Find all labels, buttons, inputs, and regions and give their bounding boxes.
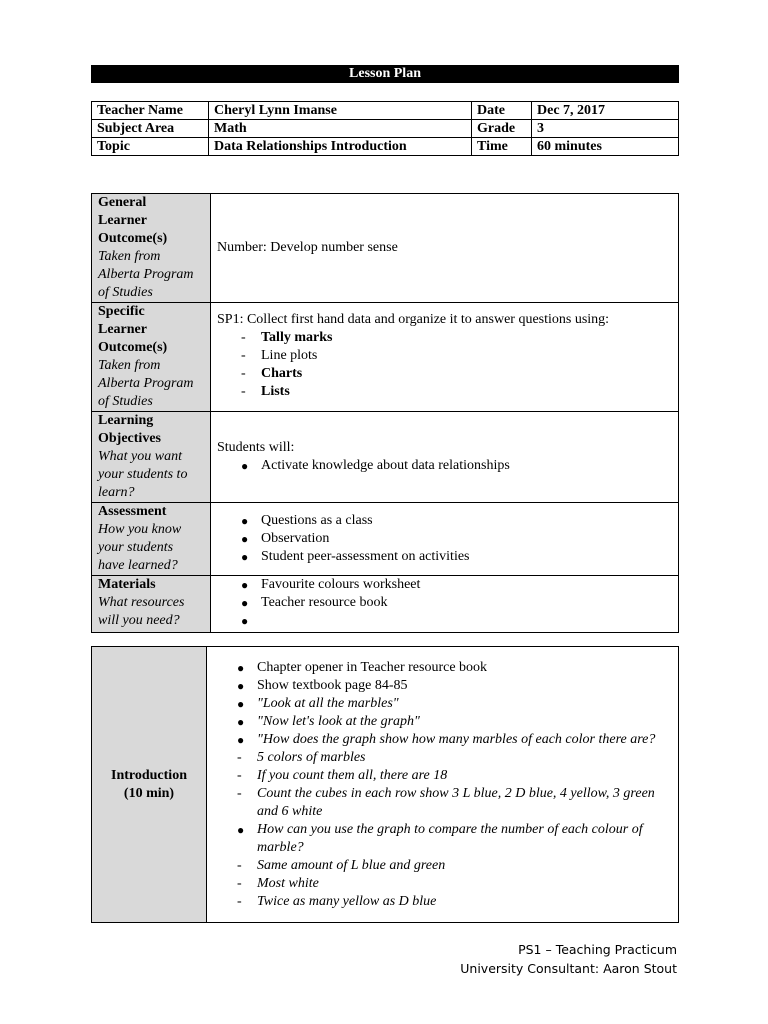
slo-intro: SP1: Collect first hand data and organize it to answer questions using:: [217, 312, 610, 327]
list-item: - Count the cubes in each row show 3 L blue, 2 D blue, 4 yellow, 3 green and 6 white: [237, 785, 655, 819]
objectives-sub-3: learn?: [98, 485, 135, 500]
slo-item-1: Tally marks: [261, 330, 333, 345]
table-row: [92, 412, 679, 503]
list-item: ● "How does the graph show how many marbles of each color there are?: [237, 731, 656, 747]
slo-list: [217, 329, 672, 401]
table-row: [92, 303, 679, 412]
introduction-label-2: (10 min): [123, 785, 175, 801]
slo-head-2: Learner: [98, 322, 147, 337]
time-value: 60 minutes: [532, 138, 679, 156]
assessment-sub-1: How you know: [98, 522, 182, 537]
assessment-item-1: Questions as a class: [261, 513, 373, 528]
list-item: ● Questions as a class: [241, 513, 373, 528]
table-row: [92, 102, 679, 120]
topic-label: Topic: [92, 138, 209, 156]
intro-item-4: "Now let's look at the graph": [257, 713, 420, 729]
slo-sub-2: Alberta Program: [98, 376, 194, 391]
slo-content: [211, 303, 679, 412]
introduction-list: [213, 659, 672, 911]
table-row: [92, 138, 679, 156]
list-item: - Charts: [241, 366, 303, 381]
teacher-label: Teacher Name: [92, 102, 209, 120]
objectives-sub-1: What you want: [98, 449, 182, 464]
intro-item-5: "How does the graph show how many marbles of each color there are?: [257, 731, 656, 747]
objectives-list: [217, 457, 672, 475]
outcomes-table: [91, 193, 679, 633]
grade-label: Grade: [472, 120, 532, 138]
intro-item-11: Most white: [257, 875, 319, 891]
list-item: - Tally marks: [241, 330, 333, 345]
list-item: ● Teacher resource book: [241, 595, 388, 610]
table-row: [92, 647, 679, 923]
list-item: ● Student peer-assessment on activities: [241, 549, 470, 564]
materials-label: [92, 576, 211, 633]
objectives-intro: Students will:: [217, 440, 295, 455]
slo-item-2: Line plots: [261, 348, 318, 363]
list-item: - Most white: [237, 875, 319, 891]
intro-item-10: Same amount of L blue and green: [257, 857, 446, 873]
glo-sub-1: Taken from: [98, 249, 161, 264]
list-item: - 5 colors of marbles: [237, 749, 366, 765]
date-value: Dec 7, 2017: [532, 102, 679, 120]
materials-item-1: Favourite colours worksheet: [261, 577, 421, 592]
topic-value: Data Relationships Introduction: [209, 138, 472, 156]
introduction-table: [91, 646, 679, 923]
subject-value: Math: [209, 120, 472, 138]
glo-label: [92, 194, 211, 303]
slo-head-1: Specific: [98, 304, 145, 319]
assessment-head-1: Assessment: [98, 504, 167, 519]
objectives-item-1: Activate knowledge about data relationships: [261, 458, 510, 473]
slo-sub-3: of Studies: [98, 394, 153, 409]
assessment-sub-2: your students: [98, 540, 174, 555]
list-item: ● Chapter opener in Teacher resource book: [237, 659, 488, 675]
lesson-info-table: [91, 101, 679, 156]
list-item: ● Observation: [241, 531, 330, 546]
list-item: - If you count them all, there are 18: [237, 767, 448, 783]
list-item: ● "Look at all the marbles": [237, 695, 399, 711]
list-item: ● Show textbook page 84-85: [237, 677, 408, 693]
table-row: [92, 503, 679, 576]
glo-content: [211, 194, 679, 303]
list-item: ● Activate knowledge about data relationships: [241, 458, 510, 473]
page-footer: [460, 940, 677, 978]
intro-item-9: How can you use the graph to compare the number of each colour of marble?: [257, 821, 643, 855]
list-item: - Lists: [241, 384, 290, 399]
list-item: ● How can you use the graph to compare the number of each colour of marble?: [237, 821, 643, 855]
list-item: - Twice as many yellow as D blue: [237, 893, 437, 909]
slo-label: [92, 303, 211, 412]
date-label: Date: [472, 102, 532, 120]
glo-text: Number: Develop number sense: [217, 240, 398, 255]
intro-item-2: Show textbook page 84-85: [257, 677, 408, 693]
intro-item-7: If you count them all, there are 18: [257, 767, 448, 783]
list-item: ● Favourite colours worksheet: [241, 577, 421, 592]
objectives-head-1: Learning: [98, 413, 154, 428]
assessment-list: [217, 512, 672, 566]
slo-item-3: Charts: [261, 366, 303, 381]
table-row: [92, 194, 679, 303]
glo-head-2: Learner: [98, 213, 147, 228]
glo-sub-2: Alberta Program: [98, 267, 194, 282]
list-item: - Same amount of L blue and green: [237, 857, 446, 873]
footer-consultant: University Consultant: Aaron Stout: [460, 961, 677, 976]
list-item: ● "Now let's look at the graph": [237, 713, 420, 729]
objectives-content: [211, 412, 679, 503]
list-item: - Line plots: [241, 348, 318, 363]
materials-item-2: Teacher resource book: [261, 595, 388, 610]
footer-course: PS1 – Teaching Practicum: [518, 942, 677, 957]
time-label: Time: [472, 138, 532, 156]
materials-head-1: Materials: [98, 577, 156, 592]
introduction-content: [207, 647, 679, 923]
assessment-label: [92, 503, 211, 576]
materials-sub-2: will you need?: [98, 613, 180, 628]
intro-item-8: Count the cubes in each row show 3 L blue, 2 D blue, 4 yellow, 3 green and 6 white: [257, 785, 655, 819]
intro-item-6: 5 colors of marbles: [257, 749, 366, 765]
intro-item-3: "Look at all the marbles": [257, 695, 399, 711]
teacher-value: Cheryl Lynn Imanse: [209, 102, 472, 120]
objectives-label: [92, 412, 211, 503]
glo-head-3: Outcome(s): [98, 231, 168, 246]
introduction-label-1: Introduction: [111, 767, 187, 783]
materials-sub-1: What resources: [98, 595, 185, 610]
slo-item-4: Lists: [261, 384, 290, 399]
table-row: [92, 576, 679, 633]
subject-label: Subject Area: [92, 120, 209, 138]
assessment-sub-3: have learned?: [98, 558, 178, 573]
materials-content: [211, 576, 679, 633]
objectives-sub-2: your students to: [98, 467, 188, 482]
objectives-head-2: Objectives: [98, 431, 161, 446]
lesson-plan-title: Lesson Plan: [91, 65, 679, 83]
table-row: [92, 120, 679, 138]
materials-list: [217, 576, 672, 630]
assessment-item-3: Student peer-assessment on activities: [261, 549, 470, 564]
list-item: ●: [241, 614, 249, 628]
intro-item-12: Twice as many yellow as D blue: [257, 893, 437, 909]
assessment-item-2: Observation: [261, 531, 330, 546]
glo-sub-3: of Studies: [98, 285, 153, 300]
assessment-content: [211, 503, 679, 576]
slo-sub-1: Taken from: [98, 358, 161, 373]
intro-item-1: Chapter opener in Teacher resource book: [257, 659, 488, 675]
introduction-label: [92, 647, 207, 923]
glo-head-1: General: [98, 195, 147, 210]
grade-value: 3: [532, 120, 679, 138]
slo-head-3: Outcome(s): [98, 340, 168, 355]
